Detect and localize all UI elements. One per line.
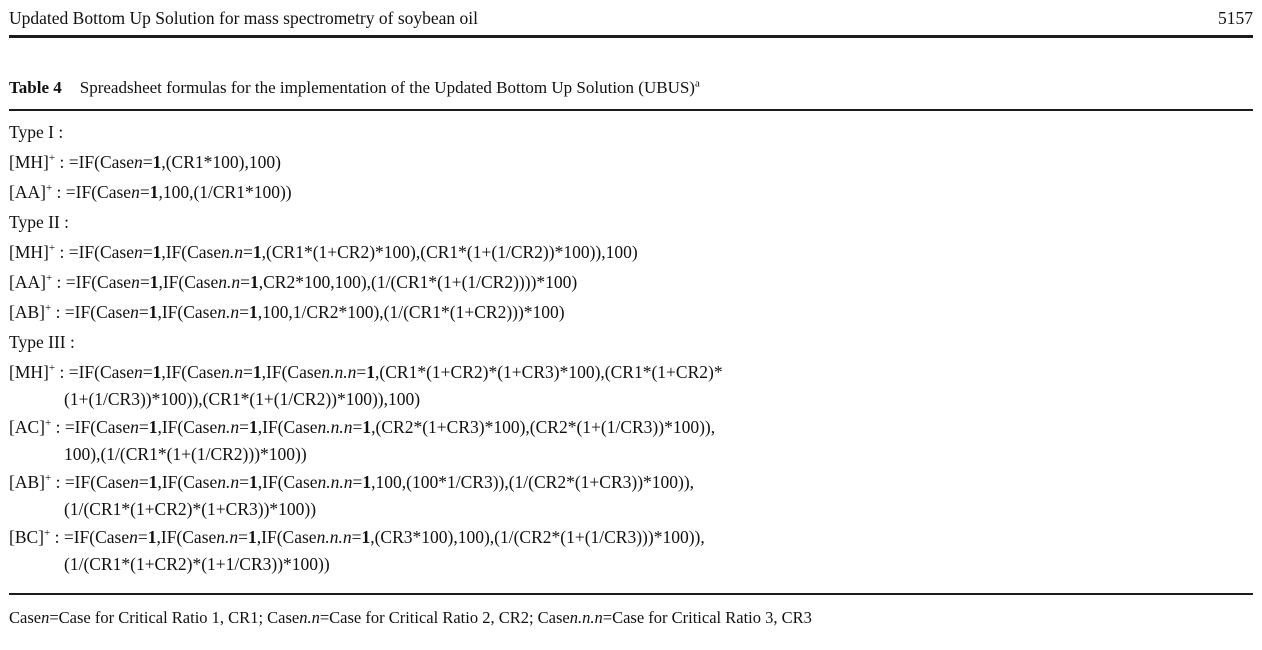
ion-charge: +: [48, 242, 56, 255]
ion-charge: +: [44, 302, 52, 315]
formula-text: =IF(Casen=1,IF(Casen.n=1,IF(Casen.n.n=1,(CR1*(1+CR2)*(1+CR3)*100),(CR1*(1+CR2)*: [68, 362, 723, 382]
type-section-heading: Type I :: [9, 122, 64, 142]
ion-label: [AC]: [9, 417, 45, 437]
ion-label: [AB]: [9, 302, 45, 322]
caption-footnote-marker: a: [694, 77, 700, 90]
ion-label: [AB]: [9, 472, 45, 492]
type-section-heading: Type III :: [9, 332, 75, 352]
ion-charge: +: [45, 182, 53, 195]
formula-row: [9, 147, 1253, 177]
running-head: [9, 0, 1253, 38]
table-footnote: Casen=Case for Critical Ratio 1, CR1; Casen.n=Case for Critical Ratio 2, CR2; Casen.n.n=Case for Critical Ratio 3, CR3: [9, 608, 812, 627]
ion-label: [AA]: [9, 182, 46, 202]
formula-continuation: (1/(CR1*(1+CR2)*(1+1/CR3))*100)): [64, 554, 330, 574]
formula-text: =IF(Casen=1,100,(1/CR1*100)): [65, 182, 292, 202]
formula-row: [9, 237, 1253, 267]
formula-row: [9, 412, 1253, 442]
separator: :: [52, 272, 66, 292]
formula-row: [9, 357, 1253, 387]
separator: :: [52, 182, 66, 202]
separator: :: [51, 302, 65, 322]
page-number: 5157: [1218, 8, 1253, 28]
table-caption: [9, 78, 1253, 111]
ion-charge: +: [48, 362, 56, 375]
formula-row: [9, 267, 1253, 297]
ion-charge: +: [44, 417, 52, 430]
formula-row: [9, 467, 1253, 497]
ion-label: [AA]: [9, 272, 46, 292]
separator: :: [55, 362, 69, 382]
ion-label: [MH]: [9, 362, 49, 382]
formula-continuation: (1/(CR1*(1+CR2)*(1+CR3))*100)): [64, 499, 317, 519]
formula-text: =IF(Casen=1,IF(Casen.n=1,(CR1*(1+CR2)*100),(CR1*(1+(1/CR2))*100)),100): [68, 242, 638, 262]
formula-row: [9, 522, 1253, 552]
running-head-title: Updated Bottom Up Solution for mass spectrometry of soybean oil: [9, 8, 479, 28]
table-label: Table 4: [9, 78, 62, 97]
formula-continuation: 100),(1/(CR1*(1+(1/CR2)))*100)): [64, 444, 307, 464]
type-section-heading: Type II :: [9, 212, 70, 232]
formula-row: [9, 297, 1253, 327]
formula-text: =IF(Casen=1,(CR1*100),100): [68, 152, 281, 172]
formula-text: =IF(Casen=1,IF(Casen.n=1,100,1/CR2*100),(1/(CR1*(1+CR2)))*100): [64, 302, 565, 322]
ion-label: [BC]: [9, 527, 44, 547]
ion-label: [MH]: [9, 242, 49, 262]
ion-charge: +: [45, 272, 53, 285]
table-body: [9, 117, 1253, 577]
separator: :: [51, 472, 65, 492]
ion-label: [MH]: [9, 152, 49, 172]
separator: :: [55, 152, 69, 172]
formula-text: =IF(Casen=1,IF(Casen.n=1,IF(Casen.n.n=1,(CR3*100),100),(1/(CR2*(1+(1/CR3)))*100)),: [63, 527, 705, 547]
separator: :: [55, 242, 69, 262]
table-caption-text: Spreadsheet formulas for the implementation of the Updated Bottom Up Solution (UBUS): [79, 78, 695, 97]
separator: :: [50, 527, 64, 547]
ion-charge: +: [48, 152, 56, 165]
formula-continuation: (1+(1/CR3))*100)),(CR1*(1+(1/CR2))*100)),100): [64, 389, 421, 409]
formula-text: =IF(Casen=1,IF(Casen.n=1,IF(Casen.n.n=1,(CR2*(1+CR3)*100),(CR2*(1+(1/CR3))*100)),: [64, 417, 716, 437]
separator: :: [51, 417, 65, 437]
ion-charge: +: [44, 527, 51, 540]
formula-row: [9, 177, 1253, 207]
formula-text: =IF(Casen=1,IF(Casen.n=1,CR2*100,100),(1/(CR1*(1+(1/CR2))))*100): [65, 272, 578, 292]
formula-text: =IF(Casen=1,IF(Casen.n=1,IF(Casen.n.n=1,100,(100*1/CR3)),(1/(CR2*(1+CR3))*100)),: [64, 472, 695, 492]
ion-charge: +: [44, 472, 52, 485]
